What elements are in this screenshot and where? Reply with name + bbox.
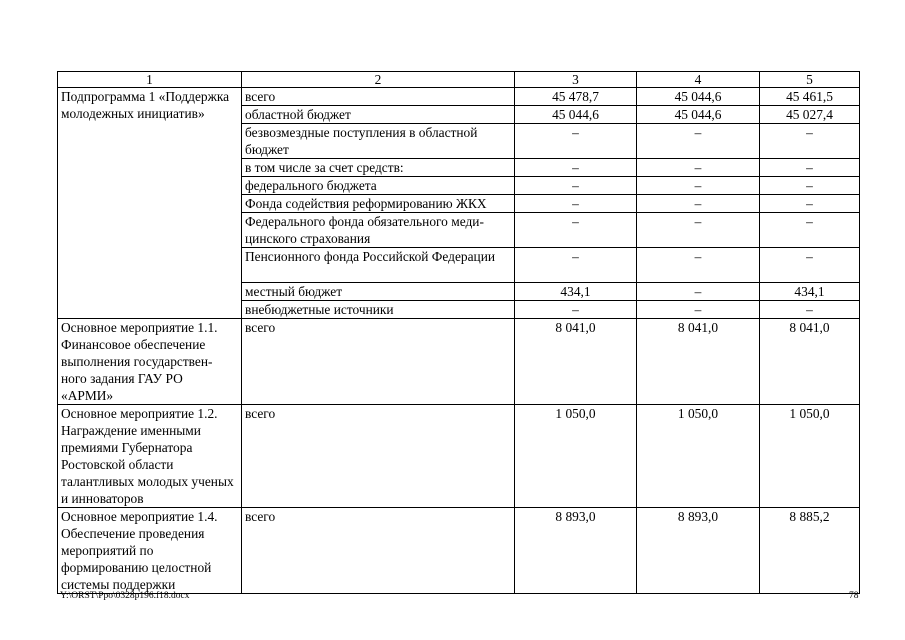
- value-col-3: 1 050,0: [515, 405, 637, 508]
- row-label: Пенсионного фонда Российской Федерации: [242, 248, 515, 283]
- row-label: всего: [242, 319, 515, 405]
- row-label: местный бюджет: [242, 283, 515, 301]
- value-col-3: –: [515, 213, 637, 248]
- value-col-4: –: [637, 301, 760, 319]
- value-col-4: 8 041,0: [637, 319, 760, 405]
- value-col-5: 434,1: [760, 283, 860, 301]
- value-col-4: 45 044,6: [637, 106, 760, 124]
- value-col-5: –: [760, 213, 860, 248]
- value-col-5: –: [760, 124, 860, 159]
- value-col-3: 8 893,0: [515, 508, 637, 594]
- value-col-3: 45 044,6: [515, 106, 637, 124]
- table-row: [58, 508, 860, 594]
- value-col-4: 8 893,0: [637, 508, 760, 594]
- page-number: 78: [849, 591, 859, 601]
- value-col-4: –: [637, 177, 760, 195]
- value-col-3: –: [515, 177, 637, 195]
- value-col-5: –: [760, 248, 860, 283]
- value-col-5: –: [760, 301, 860, 319]
- row-label: областной бюджет: [242, 106, 515, 124]
- value-col-5: 8 041,0: [760, 319, 860, 405]
- row-label: всего: [242, 405, 515, 508]
- value-col-5: 45 027,4: [760, 106, 860, 124]
- value-col-4: –: [637, 159, 760, 177]
- value-col-4: –: [637, 195, 760, 213]
- value-col-4: –: [637, 248, 760, 283]
- value-col-3: –: [515, 159, 637, 177]
- value-col-5: –: [760, 177, 860, 195]
- row-label: в том числе за счет средств:: [242, 159, 515, 177]
- value-col-4: 1 050,0: [637, 405, 760, 508]
- row-label: безвозмездные поступления в областной бюджет: [242, 124, 515, 159]
- value-col-3: –: [515, 195, 637, 213]
- row-label: всего: [242, 508, 515, 594]
- value-col-3: –: [515, 124, 637, 159]
- value-col-5: 45 461,5: [760, 88, 860, 106]
- value-col-4: –: [637, 213, 760, 248]
- header-col-2: 2: [242, 72, 515, 88]
- value-col-5: 1 050,0: [760, 405, 860, 508]
- header-row: [58, 72, 860, 88]
- header-col-4: 4: [637, 72, 760, 88]
- footer-file-path: Y:\ORST\Ppo\0328p196.f18.docx: [60, 591, 190, 601]
- table-row: [58, 88, 860, 106]
- value-col-3: 8 041,0: [515, 319, 637, 405]
- row-label: Фонда содействия реформированию ЖКХ: [242, 195, 515, 213]
- budget-table: [57, 71, 860, 594]
- value-col-5: –: [760, 195, 860, 213]
- value-col-5: –: [760, 159, 860, 177]
- header-col-5: 5: [760, 72, 860, 88]
- table-row: [58, 405, 860, 508]
- group-name: Основное мероприятие 1.4. Обеспечение проведения мероприятий по формированию целостной системы поддержки: [58, 508, 242, 594]
- group-name: Подпрограмма 1 «Поддержка молодежных инициатив»: [58, 88, 242, 319]
- row-label: Федерального фонда обязательного меди-цинского страхования: [242, 213, 515, 248]
- value-col-4: –: [637, 283, 760, 301]
- value-col-3: 45 478,7: [515, 88, 637, 106]
- row-label: федерального бюджета: [242, 177, 515, 195]
- value-col-3: –: [515, 248, 637, 283]
- value-col-3: –: [515, 301, 637, 319]
- row-label: внебюджетные источники: [242, 301, 515, 319]
- group-name: Основное мероприятие 1.1. Финансовое обеспечение выполнения государствен-ного задания ГАУ РО «АРМИ»: [58, 319, 242, 405]
- value-col-3: 434,1: [515, 283, 637, 301]
- value-col-5: 8 885,2: [760, 508, 860, 594]
- header-col-3: 3: [515, 72, 637, 88]
- header-col-1: 1: [58, 72, 242, 88]
- row-label: всего: [242, 88, 515, 106]
- group-name: Основное мероприятие 1.2. Награждение именными премиями Губернатора Ростовской области талантливых молодых ученых и инноваторов: [58, 405, 242, 508]
- value-col-4: –: [637, 124, 760, 159]
- table-row: [58, 319, 860, 405]
- value-col-4: 45 044,6: [637, 88, 760, 106]
